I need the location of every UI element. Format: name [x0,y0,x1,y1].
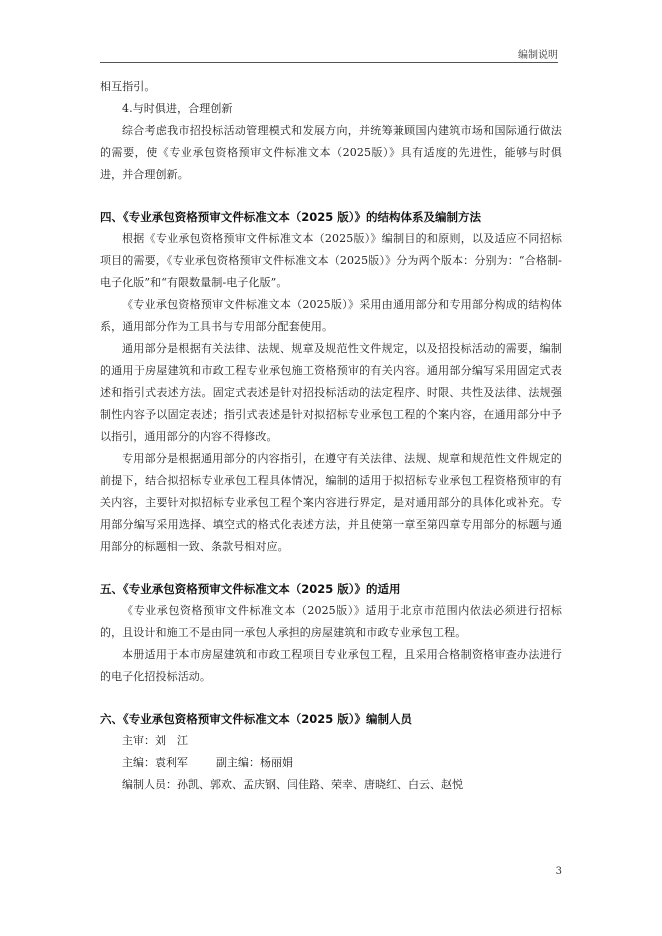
paragraph: 《专业承包资格预审文件标准文本（2025版）》适用于北京市范围内依法必须进行招标的，且设计和施工不是由同一承包人承担的房屋建筑和市政专业承包工程。 [100,604,562,639]
section-heading-4: 四、《专业承包资格预审文件标准文本（2025 版）》的结构体系及编制方法 [100,210,482,224]
paragraph: 通用部分是根据有关法律、法规、规章及规范性文件规定，以及招投标活动的需要，编制的通用于房屋建筑和市政工程专业承包施工资格预审的有关内容。通用部分编写采用固定式表述和指引式表述方法。固定式表述是针对招投标活动的法定程序、时限、共性及法律、法规强制性内容予以固定表述；指引式表述是针对拟招标专业承包工程的个案内容，在通用部分中予以指引，通用部分的内容不得修改。 [100,342,562,443]
running-header: 编制说明 [518,50,558,61]
deputy-editor: 副主编：杨丽娟 [216,756,293,769]
header-rule [100,62,558,63]
chief-reviewer: 主审：刘 江 [122,734,188,747]
page-number: 3 [555,866,562,877]
section-heading-5: 五、《专业承包资格预审文件标准文本（2025 版）》的适用 [100,582,401,596]
editors-list: 编制人员：孙凯、郭欢、孟庆钢、闫佳路、荣幸、唐晓红、白云、赵悦 [122,778,463,791]
page-content [100,76,562,796]
paragraph: 综合考虑我市招投标活动管理模式和发展方向，并统筹兼顾国内建筑市场和国际通行做法的需要，使《专业承包资格预审文件标准文本（2025版）》具有适度的先进性，能够与时俱进，并合理创新。 [100,124,562,181]
list-item-heading: 4.与时俱进，合理创新 [122,102,233,115]
paragraph: 本册适用于本市房屋建筑和市政工程项目专业承包工程，且采用合格制资格审查办法进行的电子化招投标活动。 [100,648,562,683]
paragraph: 《专业承包资格预审文件标准文本（2025版）》采用由通用部分和专用部分构成的结构体系，通用部分作为工具书与专用部分配套使用。 [100,298,562,333]
section-heading-6: 六、《专业承包资格预审文件标准文本（2025 版）》编制人员 [100,712,413,726]
editor-line [100,752,562,774]
paragraph: 专用部分是根据通用部分的内容指引，在遵守有关法律、法规、规章和规范性文件规定的前提下，结合拟招标专业承包工程具体情况，编制的适用于拟招标专业承包工程资格预审的有关内容，主要针对拟招标专业承包工程个案内容进行界定，是对通用部分的具体化或补充。专用部分编写采用选择、填空式的格式化表述方法，并且使第一章至第四章专用部分的标题与通用部分的标题相一致、条款号相对应。 [100,452,562,553]
chief-editor: 主编：袁利军 [122,756,188,769]
paragraph: 根据《专业承包资格预审文件标准文本（2025版）》编制目的和原则，以及适应不同招标项目的需要，《专业承包资格预审文件标准文本（2025版）》分为两个版本：分别为：“合格制-电子化版”和“有限数量制-电子化版”。 [100,232,562,289]
paragraph: 相互指引。 [100,80,156,93]
